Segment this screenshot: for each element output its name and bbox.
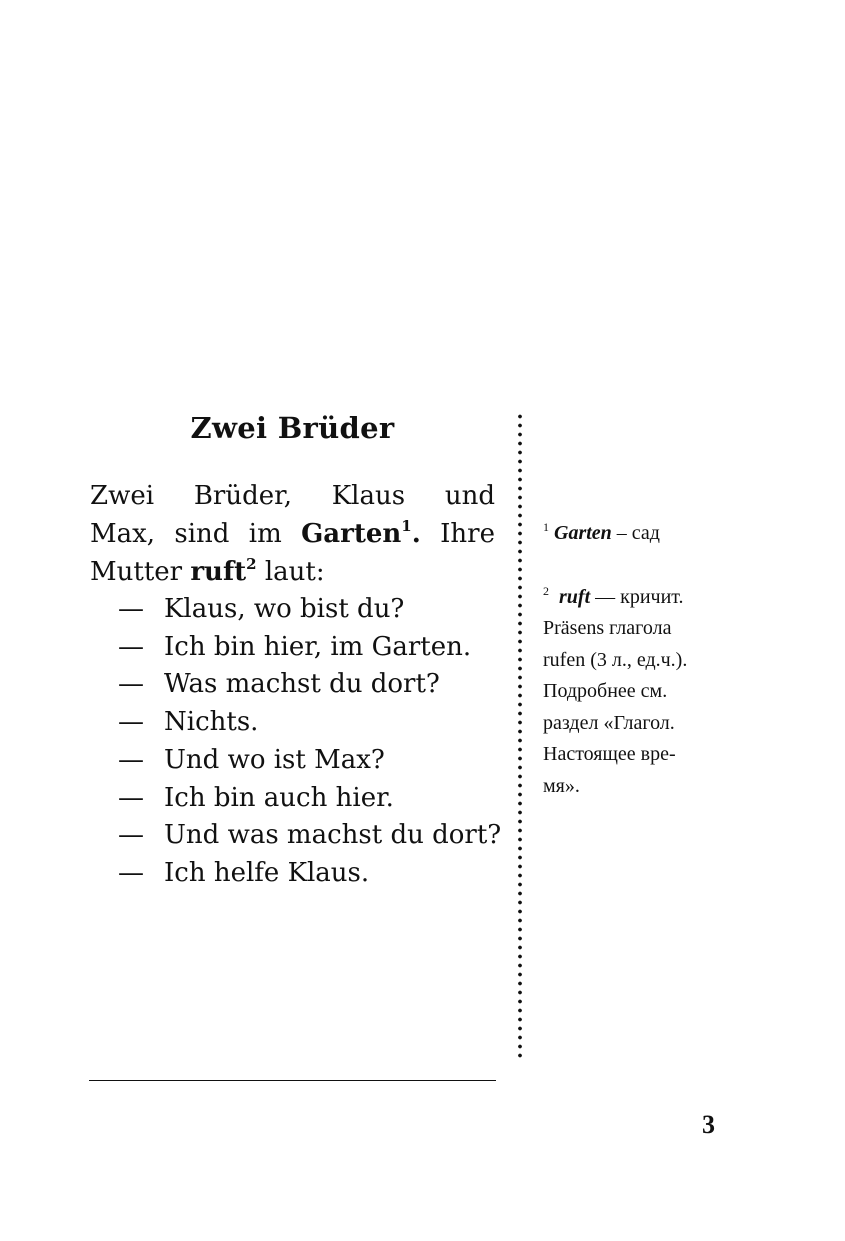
footnote-number: 1 <box>543 520 549 534</box>
dialogue-text: Ich bin hier, im Garten. <box>164 631 472 662</box>
footnote-text: сад <box>631 522 660 544</box>
footnote-line: кричит. <box>620 585 684 608</box>
glossary-term-ruft <box>190 553 256 591</box>
dialogue-line <box>118 629 501 667</box>
footnote-line: Präsens глагола <box>543 617 672 639</box>
intro-word: Ihre <box>440 519 495 549</box>
footnote-term: ruft <box>559 585 591 608</box>
dialogue-line <box>118 780 501 818</box>
dialogue-text: Nichts. <box>164 707 259 738</box>
footer-rule <box>89 1080 496 1081</box>
intro-word: Klaus <box>331 481 406 511</box>
dash: — <box>118 707 144 738</box>
dialogue-list <box>118 591 501 893</box>
intro-word: im <box>248 519 282 549</box>
dialogue-text: Ich bin auch hier. <box>164 782 394 813</box>
dash: — <box>118 669 144 700</box>
footnote-term: Garten <box>554 522 612 544</box>
dotted-column-divider <box>517 412 523 1060</box>
dialogue-text: Was machst du dort? <box>164 669 440 700</box>
intro-word: Mutter <box>90 557 183 587</box>
dialogue-line <box>118 742 501 780</box>
footnote-ref: 2 <box>246 555 257 573</box>
intro-word: Brüder, <box>193 481 292 511</box>
dialogue-text: Ich helfe Klaus. <box>164 857 370 888</box>
intro-word: und <box>444 481 495 511</box>
intro-line-2 <box>90 515 495 553</box>
dialogue-line <box>118 704 501 742</box>
punctuation: . <box>411 519 421 549</box>
dash: — <box>118 744 144 775</box>
dash: — <box>118 631 144 662</box>
footnote-1 <box>543 518 743 550</box>
dialogue-text: Und was machst du dort? <box>164 820 502 851</box>
glossary-term-garten <box>301 515 421 553</box>
intro-word: sind <box>174 519 230 549</box>
footnote-separator: – <box>611 522 632 544</box>
term-text: Garten <box>301 519 402 549</box>
footnote-line: мя». <box>543 774 580 797</box>
dash: — <box>118 820 144 851</box>
dialogue-text: Klaus, wo bist du? <box>164 594 405 624</box>
footnote-line: раздел «Глагол. <box>543 711 675 734</box>
intro-word: laut: <box>264 557 325 587</box>
footnote-line: Настоящее вре- <box>543 743 676 765</box>
footnote-ref: 1 <box>401 517 412 535</box>
footnote-2 <box>543 582 743 803</box>
footnotes-column <box>543 518 743 802</box>
text-title: Zwei Brüder <box>190 411 395 445</box>
intro-paragraph <box>90 477 495 591</box>
dialogue-line <box>118 591 501 629</box>
dialogue-line <box>118 817 501 855</box>
dialogue-line <box>118 855 501 893</box>
intro-line-3 <box>90 553 495 591</box>
footnote-line: Подробнее см. <box>543 680 668 702</box>
term-text: ruft <box>190 557 247 587</box>
dialogue-line <box>118 666 501 704</box>
footnote-separator: — <box>590 585 621 608</box>
dash: — <box>118 782 144 813</box>
intro-word: Max, <box>90 519 156 549</box>
footnote-line: rufen (3 л., ед.ч.). <box>543 648 688 671</box>
dash: — <box>118 594 144 624</box>
dialogue-text: Und wo ist Max? <box>164 744 385 775</box>
intro-line-1 <box>90 477 495 515</box>
dash: — <box>118 857 144 888</box>
intro-word: Zwei <box>90 481 155 511</box>
page-number: 3 <box>702 1110 715 1139</box>
footnote-number: 2 <box>543 583 549 598</box>
